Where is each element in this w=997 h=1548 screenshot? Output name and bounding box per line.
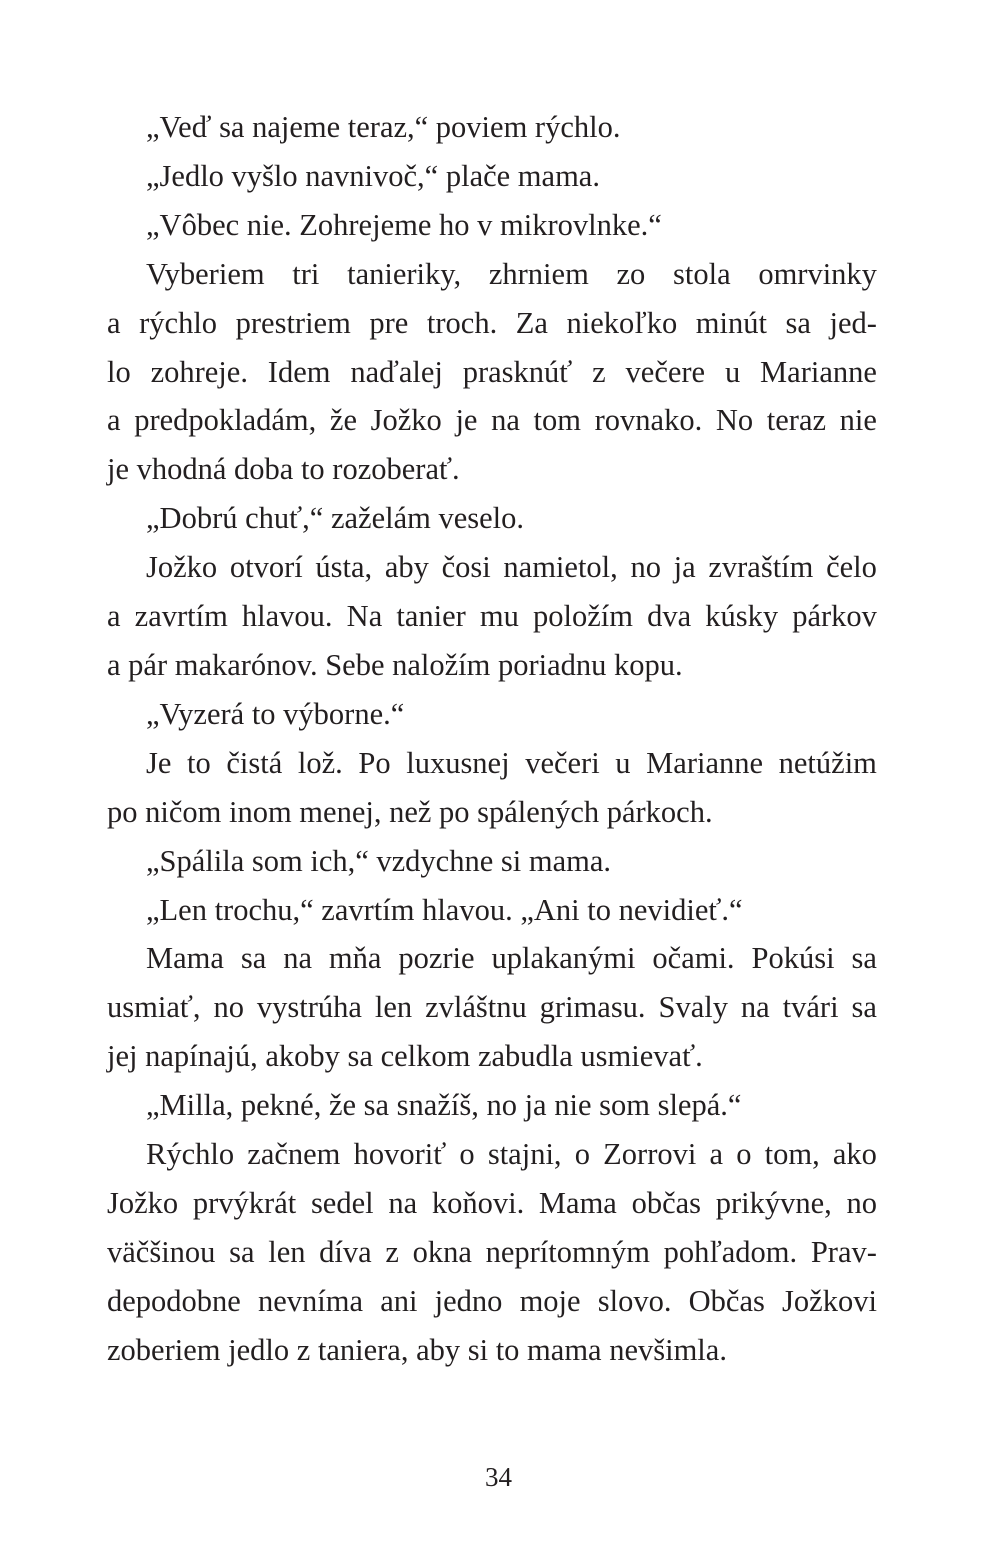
- text-line: a pár makarónov. Sebe naložím poriadnu kopu.: [107, 647, 683, 682]
- word: Rýchlo: [146, 1137, 235, 1172]
- text-line: „Jedlo vyšlo navnivoč,“ plače mama.: [146, 158, 600, 193]
- text-line: „Veď sa najeme teraz,“ poviem rýchlo.: [146, 110, 621, 144]
- word: tri: [292, 256, 320, 291]
- justified-line: [107, 1228, 877, 1277]
- word: Prav-: [810, 1234, 877, 1269]
- word: Vyberiem: [146, 256, 265, 291]
- word: mňa: [328, 941, 382, 976]
- word: o: [459, 1137, 475, 1172]
- word: no: [213, 990, 244, 1025]
- word: Jožko: [146, 550, 218, 585]
- word: väčšinou: [107, 1234, 216, 1269]
- word: dva: [647, 599, 692, 634]
- word: párkov: [792, 599, 877, 634]
- word: nie: [839, 403, 877, 438]
- word: naďalej: [350, 354, 443, 389]
- word: sa: [785, 305, 811, 340]
- word: to: [187, 745, 211, 780]
- word: o: [574, 1137, 590, 1172]
- word: len: [268, 1234, 306, 1269]
- word: večere: [625, 354, 706, 389]
- justified-line: [107, 592, 877, 641]
- word: začnem: [247, 1137, 341, 1172]
- word: tanieriky,: [347, 256, 462, 291]
- word: u: [615, 745, 631, 780]
- word: občas: [631, 1185, 702, 1220]
- word: vystrúha: [256, 990, 362, 1025]
- word: grimasu.: [539, 990, 646, 1025]
- word: pozrie: [398, 941, 475, 976]
- word: luxusnej: [406, 745, 510, 780]
- word: lož.: [297, 745, 343, 780]
- word: na: [491, 403, 520, 438]
- word: tvári: [782, 990, 839, 1025]
- word: no: [846, 1185, 877, 1220]
- word: Svaly: [658, 990, 728, 1025]
- word: prestriem: [235, 305, 351, 340]
- word: No: [715, 403, 754, 438]
- word: rýchlo: [139, 305, 218, 340]
- text-line: „Milla, pekné, že sa snažíš, no ja nie som slepá.“: [146, 1088, 742, 1123]
- page-body: [107, 103, 877, 1375]
- word: predpokladám,: [134, 403, 317, 438]
- word: Mama: [146, 941, 224, 976]
- text-line: „Spálila som ich,“ vzdychne si mama.: [146, 843, 611, 878]
- word: aby: [384, 550, 429, 585]
- word: rovnako.: [594, 403, 703, 438]
- word: prvýkrát: [192, 1185, 297, 1220]
- word: Jožko: [370, 403, 442, 438]
- text-line: po ničom inom menej, než po spálených párkoch.: [107, 794, 713, 829]
- word: len: [374, 990, 413, 1025]
- word: Marianne: [760, 354, 877, 389]
- word: neprítomným: [485, 1234, 650, 1269]
- word: pohľadom.: [663, 1234, 798, 1269]
- page-number: 34: [485, 1462, 512, 1492]
- word: z: [592, 354, 606, 389]
- word: a: [107, 305, 121, 340]
- word: sa: [851, 941, 877, 976]
- word: omrvinky: [758, 256, 877, 291]
- word: kúsky: [705, 599, 779, 634]
- word: zohreje.: [150, 354, 248, 389]
- word: prasknúť: [462, 354, 573, 389]
- word: sedel: [310, 1185, 374, 1220]
- word: zo: [616, 256, 646, 291]
- word: čelo: [826, 550, 877, 585]
- justified-line: [107, 983, 877, 1032]
- word: uplakanými: [491, 941, 636, 976]
- word: pre: [369, 305, 409, 340]
- justified-line: [107, 543, 877, 592]
- justified-line: [107, 348, 877, 397]
- word: stola: [673, 256, 731, 291]
- justified-line: [107, 1179, 877, 1228]
- word: niekoľko: [566, 305, 678, 340]
- word: že: [329, 403, 357, 438]
- justified-line: [107, 739, 877, 788]
- word: koňovi.: [431, 1185, 525, 1220]
- word: Idem: [267, 354, 331, 389]
- word: Za: [515, 305, 548, 340]
- justified-line: [107, 1277, 877, 1326]
- word: troch.: [426, 305, 498, 340]
- word: zhrniem: [488, 256, 589, 291]
- word: a: [709, 1137, 724, 1172]
- text-line: zoberiem jedlo z taniera, aby si to mama nevšimla.: [107, 1332, 727, 1367]
- word: Na: [346, 599, 383, 634]
- word: hlavou.: [241, 599, 333, 634]
- word: hovoriť: [353, 1137, 447, 1172]
- word: ústa,: [315, 550, 373, 585]
- word: tom: [533, 403, 581, 438]
- word: na: [283, 941, 312, 976]
- word: na: [388, 1185, 418, 1220]
- word: depodobne: [107, 1283, 241, 1318]
- word: teraz: [766, 403, 827, 438]
- text-line: je vhodná doba to rozoberať.: [107, 452, 460, 487]
- word: Je: [146, 745, 172, 780]
- text-line: „Vyzerá to výborne.“: [146, 696, 405, 731]
- word: mu: [479, 599, 519, 634]
- word: slovo.: [597, 1283, 672, 1318]
- word: Občas: [688, 1283, 765, 1318]
- word: Po: [358, 745, 391, 780]
- text-line: „Dobrú chuť,“ zaželám veselo.: [146, 501, 525, 536]
- word: netúžim: [778, 745, 877, 780]
- word: minút: [695, 305, 767, 340]
- word: jed-: [829, 305, 877, 340]
- word: stajni,: [487, 1137, 562, 1172]
- word: Pokúsi: [751, 941, 835, 976]
- word: na: [740, 990, 770, 1025]
- word: no: [630, 550, 661, 585]
- word: jedno: [434, 1283, 503, 1318]
- word: Marianne: [646, 745, 764, 780]
- word: Mama: [538, 1185, 617, 1220]
- word: z: [385, 1234, 399, 1269]
- text-line: „Len trochu,“ zavrtím hlavou. „Ani to nevidieť.“: [146, 892, 743, 927]
- word: čosi: [441, 550, 491, 585]
- word: sa: [240, 941, 267, 976]
- word: okna: [412, 1234, 472, 1269]
- word: prikývne,: [715, 1185, 832, 1220]
- justified-line: [107, 934, 877, 983]
- word: a: [107, 403, 121, 438]
- word: ani: [380, 1283, 418, 1318]
- word: díva: [319, 1234, 372, 1269]
- word: sa: [851, 990, 877, 1025]
- word: čistá: [226, 745, 283, 780]
- word: zvláštnu: [425, 990, 527, 1025]
- word: o: [736, 1137, 752, 1172]
- word: usmiať,: [107, 990, 201, 1025]
- justified-line: [107, 250, 877, 299]
- word: u: [724, 354, 741, 389]
- justified-line: [107, 299, 877, 348]
- word: tanier: [396, 599, 466, 634]
- justified-line: [107, 396, 877, 445]
- word: nevníma: [258, 1283, 364, 1318]
- word: tom,: [764, 1137, 820, 1172]
- word: ja: [673, 550, 696, 585]
- word: moje: [519, 1283, 581, 1318]
- word: a: [107, 599, 121, 634]
- word: večeri: [525, 745, 600, 780]
- word: Jožkovi: [782, 1283, 877, 1318]
- word: položím: [533, 599, 633, 634]
- word: Jožko: [107, 1185, 179, 1220]
- word: ako: [832, 1137, 877, 1172]
- text-line: „Vôbec nie. Zohrejeme ho v mikrovlnke.“: [146, 207, 662, 242]
- word: očami.: [652, 941, 735, 976]
- word: namietol,: [503, 550, 618, 585]
- word: je: [455, 403, 478, 438]
- word: lo: [107, 354, 131, 389]
- word: otvorí: [229, 550, 303, 585]
- justified-line: [107, 1130, 877, 1179]
- word: sa: [229, 1234, 255, 1269]
- word: Zorrovi: [603, 1137, 697, 1172]
- word: zavrtím: [134, 599, 228, 634]
- word: zvraštím: [708, 550, 814, 585]
- text-line: jej napínajú, akoby sa celkom zabudla usmievať.: [107, 1039, 703, 1074]
